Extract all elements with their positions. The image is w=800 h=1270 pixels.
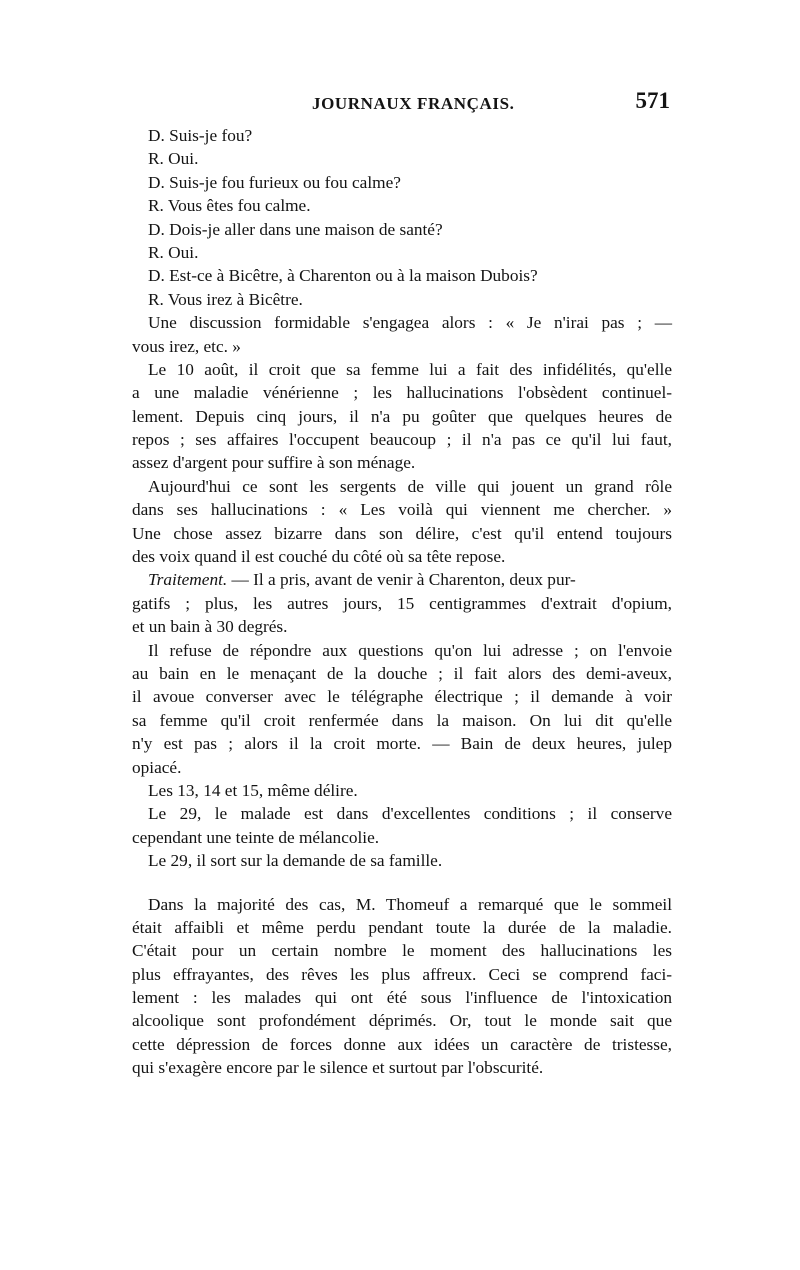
text-line: C'était pour un certain nombre le moment des hallucinations les xyxy=(132,941,672,961)
text-line: Aujourd'hui ce sont les sergents de ville qui jouent un grand rôle xyxy=(148,476,672,496)
text-line: Une discussion formidable s'engagea alors : « Je n'irai pas ; — xyxy=(148,313,672,333)
text-line: plus effrayantes, des rêves les plus affreux. Ceci se comprend faci- xyxy=(132,964,672,984)
dialog-line: D. Suis-je fou? xyxy=(148,126,253,145)
text-line: sa femme qu'il croit renfermée dans la maison. On lui dit qu'elle xyxy=(132,710,672,730)
text-line: Le 29, le malade est dans d'excellentes conditions ; il conserve xyxy=(148,804,672,824)
text-line: cette dépression de forces donne aux idées un caractère de tristesse, xyxy=(132,1034,672,1054)
text-line: Une chose assez bizarre dans son délire, c'est qu'il entend toujours xyxy=(132,523,672,543)
dialog-line: D. Suis-je fou furieux ou fou calme? xyxy=(148,172,401,192)
paragraph xyxy=(132,568,672,638)
text-line: opiacé. xyxy=(132,757,182,777)
text-line: cependant une teinte de mélancolie. xyxy=(132,827,380,847)
paragraph xyxy=(132,849,672,872)
dialog-line: R. Vous êtes fou calme. xyxy=(148,196,311,216)
dialog-block xyxy=(132,124,672,311)
paragraph xyxy=(132,475,672,569)
dialog-line: D. Dois-je aller dans une maison de santé? xyxy=(148,219,443,239)
text-line: Les 13, 14 et 15, même délire. xyxy=(148,780,358,800)
text-line: n'y est pas ; alors il la croit morte. — Bain de deux heures, julep xyxy=(132,734,672,754)
treatment-label: Traitement. xyxy=(148,570,228,590)
text-line: assez d'argent pour suffire à son ménage. xyxy=(132,453,416,473)
text-line: il avoue converser avec le télégraphe électrique ; il demande à voir xyxy=(132,687,672,707)
text-line: a une maladie vénérienne ; les hallucinations l'obsèdent continuel- xyxy=(132,383,672,403)
text-line: vous irez, etc. » xyxy=(132,336,241,356)
text-line: dans ses hallucinations : « Les voilà qui viennent me chercher. » xyxy=(132,500,672,520)
paragraph xyxy=(132,311,672,358)
text-line: alcoolique sont profondément déprimés. Or, tout le monde sait que xyxy=(132,1011,672,1031)
text-line xyxy=(132,568,672,591)
text-line: était affaibli et même perdu pendant toute la durée de la maladie. xyxy=(132,917,672,937)
text-line: lement. Depuis cinq jours, il n'a pu goûter que quelques heures de xyxy=(132,406,672,426)
text-line: qui s'exagère encore par le silence et surtout par l'obscurité. xyxy=(132,1058,544,1078)
text-line: gatifs ; plus, les autres jours, 15 centigrammes d'extrait d'opium, xyxy=(132,593,672,613)
text-line: Le 10 août, il croit que sa femme lui a fait des infidélités, qu'elle xyxy=(148,359,672,379)
dialog-line: D. Est-ce à Bicêtre, à Charenton ou à la maison Dubois? xyxy=(148,266,538,286)
page-body xyxy=(132,124,672,1080)
paragraph xyxy=(132,358,672,475)
text-line: lement : les malades qui ont été sous l'influence de l'intoxication xyxy=(132,988,672,1008)
paragraph xyxy=(132,802,672,849)
dialog-line: R. Vous irez à Bicêtre. xyxy=(148,289,303,309)
page-number: 571 xyxy=(635,88,670,113)
section-gap xyxy=(132,873,672,893)
text-fragment: — Il a pris, avant de venir à Charenton, deux pur- xyxy=(227,570,576,590)
dialog-line: R. Oui. xyxy=(148,149,199,169)
running-title: JOURNAUX FRANÇAIS. xyxy=(312,94,515,113)
text-line: Dans la majorité des cas, M. Thomeuf a remarqué que le sommeil xyxy=(148,894,672,914)
paragraph xyxy=(132,893,672,1080)
text-line: Il refuse de répondre aux questions qu'on lui adresse ; on l'envoie xyxy=(148,640,672,660)
text-line: des voix quand il est couché du côté où sa tête repose. xyxy=(132,547,506,567)
text-line: et un bain à 30 degrés. xyxy=(132,617,288,637)
text-line: au bain en le menaçant de la douche ; il fait alors des demi-aveux, xyxy=(132,663,672,683)
text-line: repos ; ses affaires l'occupent beaucoup ; il n'a pas ce qu'il lui faut, xyxy=(132,430,672,450)
paragraph xyxy=(132,639,672,779)
text-line: Le 29, il sort sur la demande de sa famille. xyxy=(148,851,443,871)
paragraph xyxy=(132,779,672,802)
dialog-line: R. Oui. xyxy=(148,242,199,262)
